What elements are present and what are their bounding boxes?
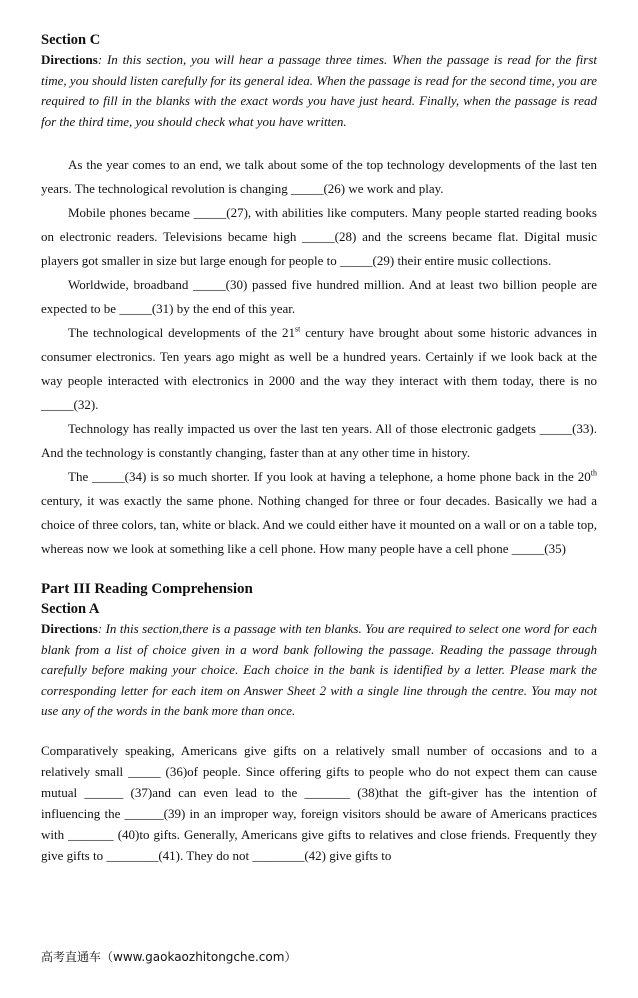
document-page <box>41 30 597 866</box>
section-a-title: Section A <box>41 601 100 617</box>
passage-paragraph-1: As the year comes to an end, we talk about some of the top technology developments of the last ten years. The technological revolution is changing _____(26) we work and play. <box>41 157 597 196</box>
directions-text: : In this section, you will hear a passage three times. When the passage is read for the first time, you should listen carefully for its general idea. When the passage is read for the second time, you are required to fill in the blanks with the exact words you have just heard. Finally, when the passage is read for the third time, you should check what you have written. <box>41 52 597 129</box>
part-3-title: Part III Reading Comprehension <box>41 581 253 597</box>
p6-superscript: th <box>590 468 597 478</box>
p4-text-a: The technological developments of the 21 <box>68 325 295 340</box>
footer-source: 高考直通车（www.gaokaozhitongche.com） <box>41 950 297 964</box>
p6-text-a: The _____(34) is so much shorter. If you look at having a telephone, a home phone back in the 20 <box>68 469 591 484</box>
directions-label: Directions <box>41 52 98 67</box>
p4-superscript: st <box>294 324 301 334</box>
passage-paragraph-3: Worldwide, broadband _____(30) passed five hundred million. And at least two billion people are expected to be _____(31) by the end of this year. <box>41 277 597 316</box>
section-c-title: Section C <box>41 32 101 48</box>
section-c-directions <box>41 50 597 132</box>
directions-text: : In this section,there is a passage with ten blanks. You are required to select one word for each blank from a list of choice given in a word bank following the passage. Reading the passage through carefully before making your choice. Each choice in the bank is identified by a letter. Please mark the corresponding letter for each item on Answer Sheet 2 with a single line through the centre. You may not use any of the words in the bank more than once. <box>41 621 597 718</box>
section-a-directions <box>41 619 597 722</box>
passage-paragraph-5: Technology has really impacted us over the last ten years. All of those electronic gadgets _____(33). And the technology is constantly changing, faster than at any other time in history. <box>41 421 597 460</box>
passage-paragraph-2: Mobile phones became _____(27), with abilities like computers. Many people started reading books on electronic readers. Televisions became high _____(28) and the screens became flat. Digital music players got smaller in size but large enough for people to _____(29) their entire music collections. <box>41 205 597 268</box>
p4-text-b: century have brought about some historic advances in consumer electronics. Ten years ago might as well be a hundred years. Certainly if we look back at the way people interacted with electronics in 2000 and the way they interact with them today, there is no _____(32). <box>41 325 597 412</box>
directions-label: Directions <box>41 621 98 636</box>
p6-text-b: century, it was exactly the same phone. Nothing changed for three or four decades. Basically we had a choice of three colors, tan, white or black. And we could either have it mounted on a wall or on a table top, whereas now we look at something like a cell phone. How many people have a cell phone _____(35) <box>41 493 597 556</box>
passage-paragraph-6 <box>41 465 597 561</box>
passage-paragraph-4 <box>41 321 597 417</box>
reading-passage: Comparatively speaking, Americans give gifts on a relatively small number of occasions and to a relatively small _____ (36)of people. Since offering gifts to people who do not expect them can cause mutual ______ (37)and can even lead to the _______ (38)that the gift-giver has the intention of influencing the ______(39) in an improper way, foreign visitors should be aware of Americans practices with _______ (40)to gifts. Generally, Americans give gifts to relatives and close friends. Frequently they give gifts to ________(41). They do not ________(42) give gifts to <box>41 742 597 863</box>
